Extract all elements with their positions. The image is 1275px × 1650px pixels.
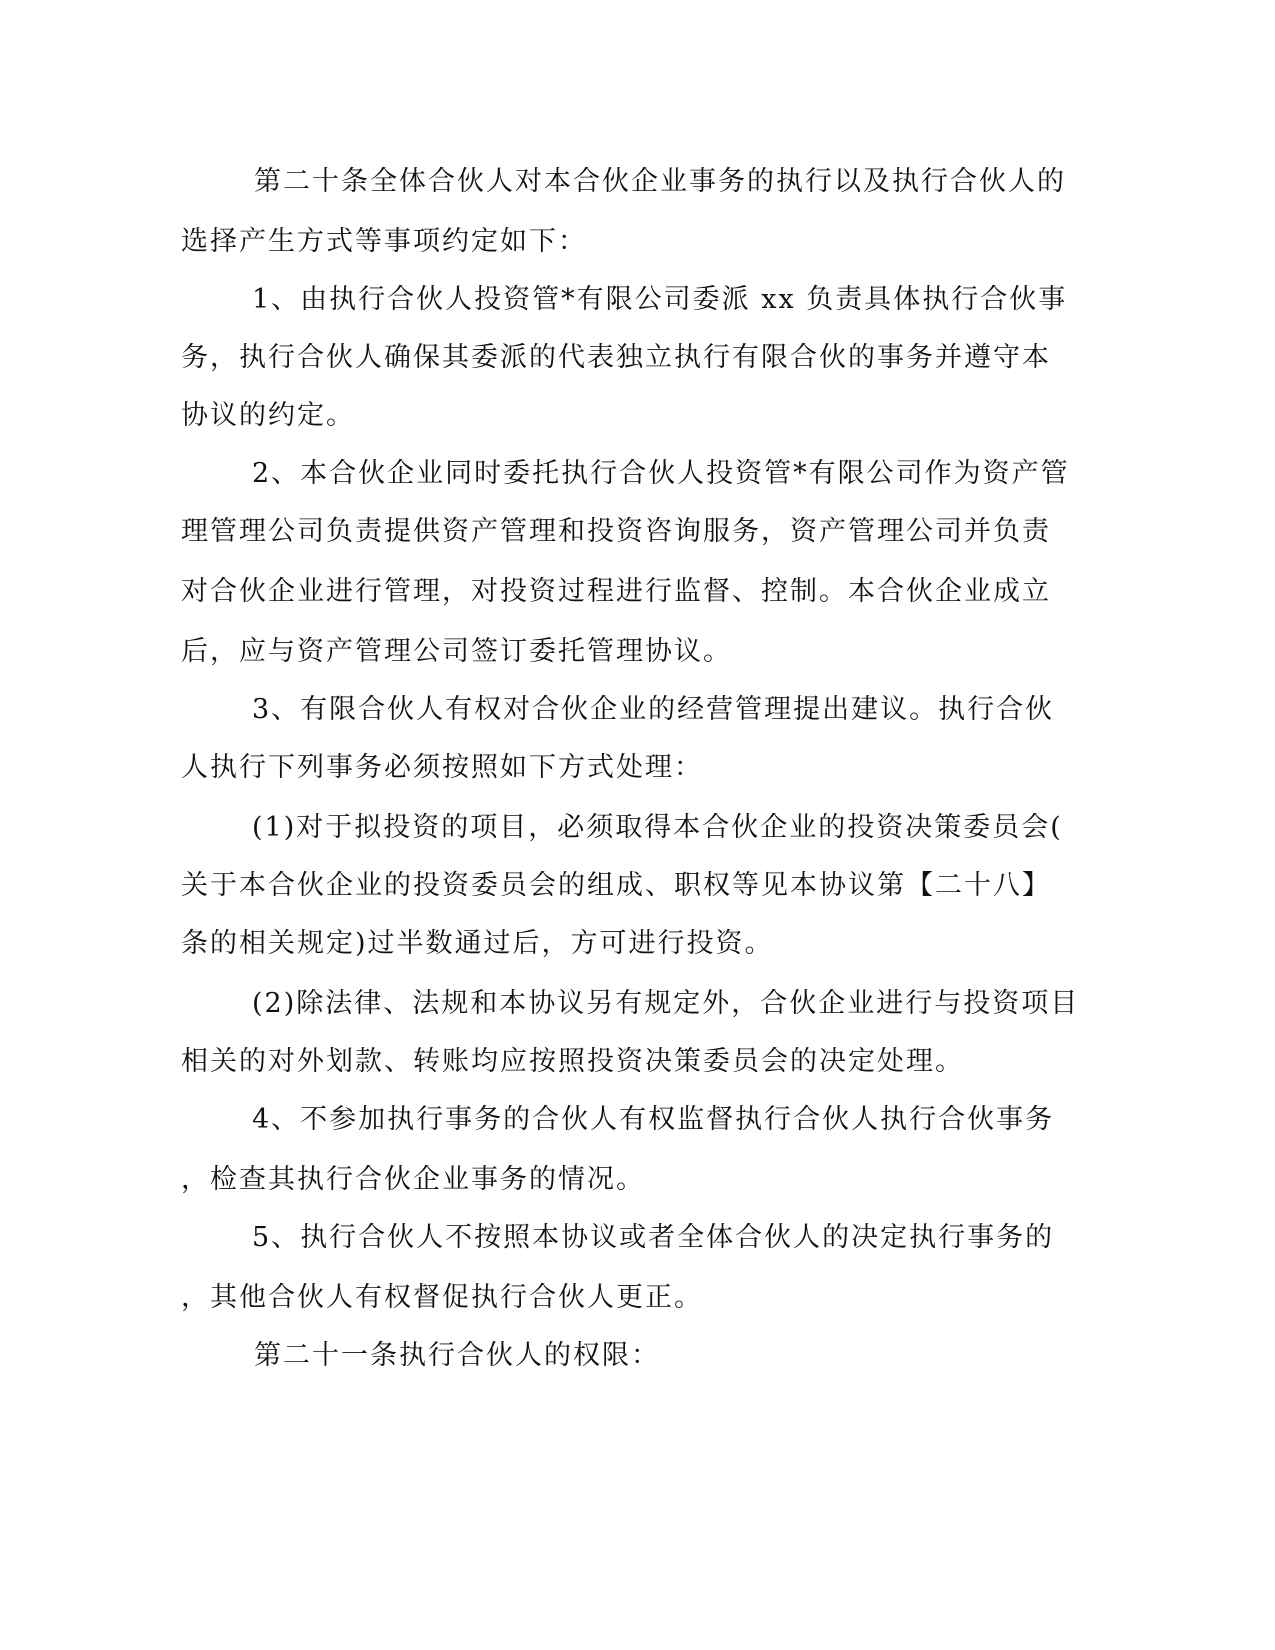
text-line: (2)除法律、法规和本协议另有规定外，合伙企业进行与投资项目	[252, 988, 1080, 1019]
text-line: 后，应与资产管理公司签订委托管理协议。	[181, 636, 732, 667]
text-line: 2、本合伙企业同时委托执行合伙人投资管*有限公司作为资产管	[252, 458, 1070, 489]
text-line: 对合伙企业进行管理，对投资过程进行监督、控制。本合伙企业成立	[181, 576, 1051, 607]
text-line: 5、执行合伙人不按照本协议或者全体合伙人的决定执行事务的	[252, 1222, 1055, 1253]
text-line: ，检查其执行合伙企业事务的情况。	[181, 1164, 645, 1195]
text-line: 3、有限合伙人有权对合伙企业的经营管理提出建议。执行合伙	[252, 694, 1055, 725]
text-line: 4、不参加执行事务的合伙人有权监督执行合伙人执行合伙事务	[252, 1104, 1055, 1135]
text-line: 第二十一条执行合伙人的权限：	[254, 1340, 660, 1371]
text-line: 1、由执行合伙人投资管*有限公司委派 xx 负责具体执行合伙事	[252, 284, 1068, 315]
text-line: 人执行下列事务必须按照如下方式处理：	[181, 752, 703, 783]
text-line: 条的相关规定)过半数通过后，方可进行投资。	[181, 928, 774, 959]
text-line: 关于本合伙企业的投资委员会的组成、职权等见本协议第【二十八】	[181, 870, 1051, 901]
text-line: 第二十条全体合伙人对本合伙企业事务的执行以及执行合伙人的	[254, 166, 1066, 197]
text-line: 理管理公司负责提供资产管理和投资咨询服务，资产管理公司并负责	[181, 516, 1051, 547]
text-line: 协议的约定。	[181, 400, 355, 431]
text-line: 选择产生方式等事项约定如下：	[181, 226, 587, 257]
text-line: (1)对于拟投资的项目，必须取得本合伙企业的投资决策委员会(	[252, 812, 1063, 843]
text-line: 务，执行合伙人确保其委派的代表独立执行有限合伙的事务并遵守本	[181, 342, 1051, 373]
text-line: ，其他合伙人有权督促执行合伙人更正。	[181, 1282, 703, 1313]
text-line: 相关的对外划款、转账均应按照投资决策委员会的决定处理。	[181, 1046, 964, 1077]
